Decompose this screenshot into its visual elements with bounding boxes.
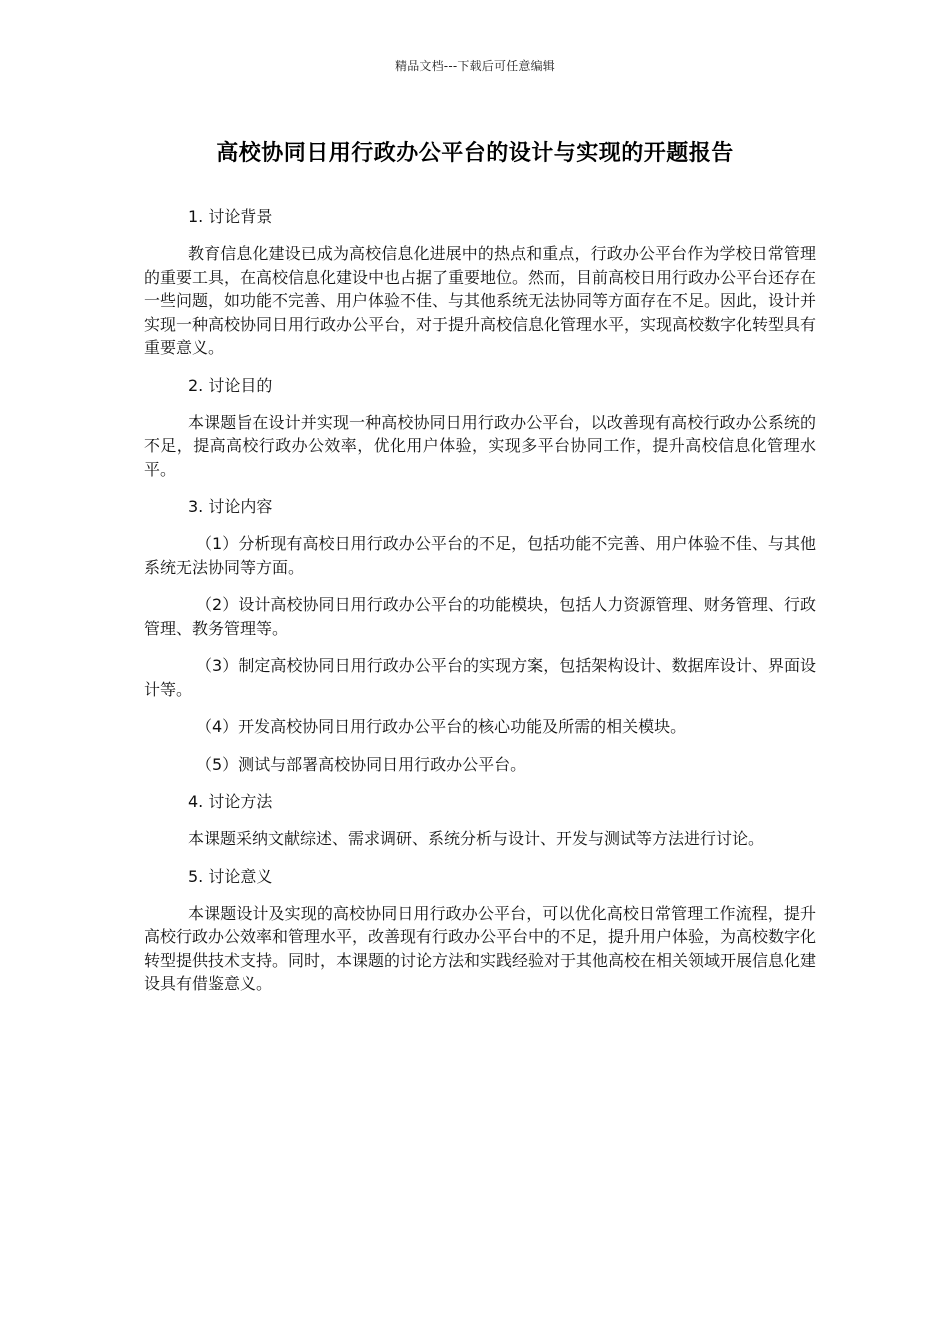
section-heading-significance: 5. 讨论意义 (188, 866, 273, 886)
section-heading-content: 3. 讨论内容 (188, 497, 273, 516)
section-paragraph-significance: 本课题设计及实现的高校协同日用行政办公平台，可以优化高校日常管理工作流程，提升高校行政办公效率和管理水平，改善现有行政办公平台中的不足，提升用户体验，为高校数字化转型提供技术支持。同时，本课题的讨论方法和实践经验对于其他高校在相关领域开展信息化建设具有借鉴意义。 (144, 903, 817, 993)
header-note: 精品文档---下载后可任意编辑 (395, 59, 555, 73)
content-list-item: （3）制定高校协同日用行政办公平台的实现方案，包括架构设计、数据库设计、界面设计等。 (144, 656, 816, 699)
section-paragraph-method: 本课题采纳文献综述、需求调研、系统分析与设计、开发与测试等方法进行讨论。 (188, 829, 765, 848)
section-paragraph-purpose: 本课题旨在设计并实现一种高校协同日用行政办公平台，以改善现有高校行政办公系统的不足，提高高校行政办公效率，优化用户体验，实现多平台协同工作，提升高校信息化管理水平。 (144, 412, 816, 479)
content-list-item: （2）设计高校协同日用行政办公平台的功能模块，包括人力资源管理、财务管理、行政管理、教务管理等。 (144, 595, 816, 638)
content-list-item: （1）分析现有高校日用行政办公平台的不足，包括功能不完善、用户体验不佳、与其他系统无法协同等方面。 (144, 534, 816, 577)
content-list-item: （4）开发高校协同日用行政办公平台的核心功能及所需的相关模块。 (196, 717, 687, 736)
document-body (144, 205, 816, 1010)
section-heading-background: 1. 讨论背景 (188, 207, 273, 226)
document-title: 高校协同日用行政办公平台的设计与实现的开题报告 (216, 141, 734, 166)
content-list-item: （5）测试与部署高校协同日用行政办公平台。 (196, 754, 527, 774)
section-paragraph-background: 教育信息化建设已成为高校信息化进展中的热点和重点，行政办公平台作为学校日常管理的重要工具，在高校信息化建设中也占据了重要地位。然而，目前高校日用行政办公平台还存在一些问题，如功能不完善、用户体验不佳、与其他系统无法协同等方面存在不足。因此，设计并实现一种高校协同日用行政办公平台，对于提升高校信息化管理水平，实现高校数字化转型具有重要意义。 (144, 244, 817, 357)
section-heading-purpose: 2. 讨论目的 (188, 375, 273, 395)
section-heading-method: 4. 讨论方法 (188, 792, 273, 811)
